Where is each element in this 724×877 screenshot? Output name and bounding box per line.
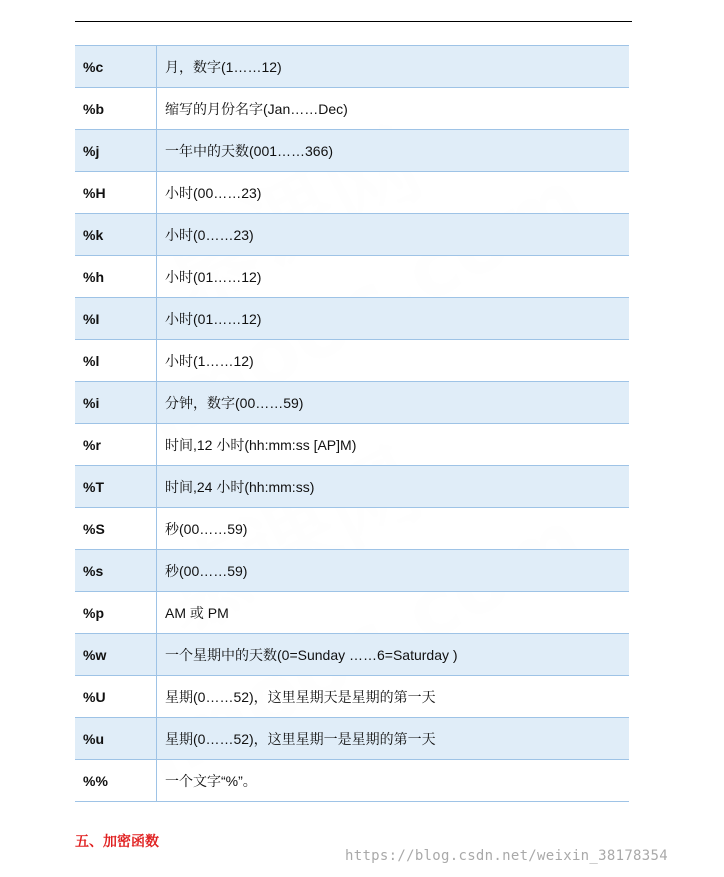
table-row [75,466,629,508]
format-description: 缩写的月份名字(Jan……Dec) [157,88,630,130]
format-description: 秒(00……59) [157,508,630,550]
format-description: 小时(1……12) [157,340,630,382]
table-row [75,424,629,466]
format-specifier: %l [75,340,157,382]
format-specifier: %S [75,508,157,550]
section-heading: 五、加密函数 [75,833,159,849]
format-specifier: %U [75,676,157,718]
format-description: 小时(01……12) [157,298,630,340]
date-format-table-body [75,46,629,802]
format-description: 小时(00……23) [157,172,630,214]
format-description: AM 或 PM [157,592,630,634]
format-specifier: %c [75,46,157,88]
table-row [75,256,629,298]
format-description: 一个星期中的天数(0=Sunday ……6=Saturday ) [157,634,630,676]
format-specifier: %% [75,760,157,802]
table-row [75,508,629,550]
format-specifier: %h [75,256,157,298]
format-description: 秒(00……59) [157,550,630,592]
table-row [75,676,629,718]
format-description: 一年中的天数(001……366) [157,130,630,172]
table-row [75,298,629,340]
format-description: 时间,12 小时(hh:mm:ss [AP]M) [157,424,630,466]
format-description: 一个文字“%”。 [157,760,630,802]
format-specifier: %I [75,298,157,340]
table-row [75,592,629,634]
table-row [75,88,629,130]
format-specifier: %r [75,424,157,466]
format-description: 星期(0……52)，这里星期天是星期的第一天 [157,676,630,718]
table-row [75,46,629,88]
table-row [75,214,629,256]
format-specifier: %i [75,382,157,424]
top-divider [75,21,632,22]
date-format-table [75,45,629,802]
format-specifier: %j [75,130,157,172]
format-specifier: %u [75,718,157,760]
table-row [75,382,629,424]
table-row [75,634,629,676]
table-row [75,130,629,172]
format-specifier: %k [75,214,157,256]
format-description: 月，数字(1……12) [157,46,630,88]
table-row [75,718,629,760]
table-row [75,550,629,592]
format-specifier: %T [75,466,157,508]
format-description: 小时(0……23) [157,214,630,256]
format-specifier: %H [75,172,157,214]
format-specifier: %s [75,550,157,592]
format-description: 小时(01……12) [157,256,630,298]
table-row [75,340,629,382]
table-row [75,760,629,802]
url-watermark: https://blog.csdn.net/weixin_38178354 [345,848,668,864]
format-description: 时间,24 小时(hh:mm:ss) [157,466,630,508]
format-specifier: %b [75,88,157,130]
format-specifier: %w [75,634,157,676]
format-description: 分钟，数字(00……59) [157,382,630,424]
format-specifier: %p [75,592,157,634]
format-description: 星期(0……52)，这里星期一是星期的第一天 [157,718,630,760]
table-row [75,172,629,214]
